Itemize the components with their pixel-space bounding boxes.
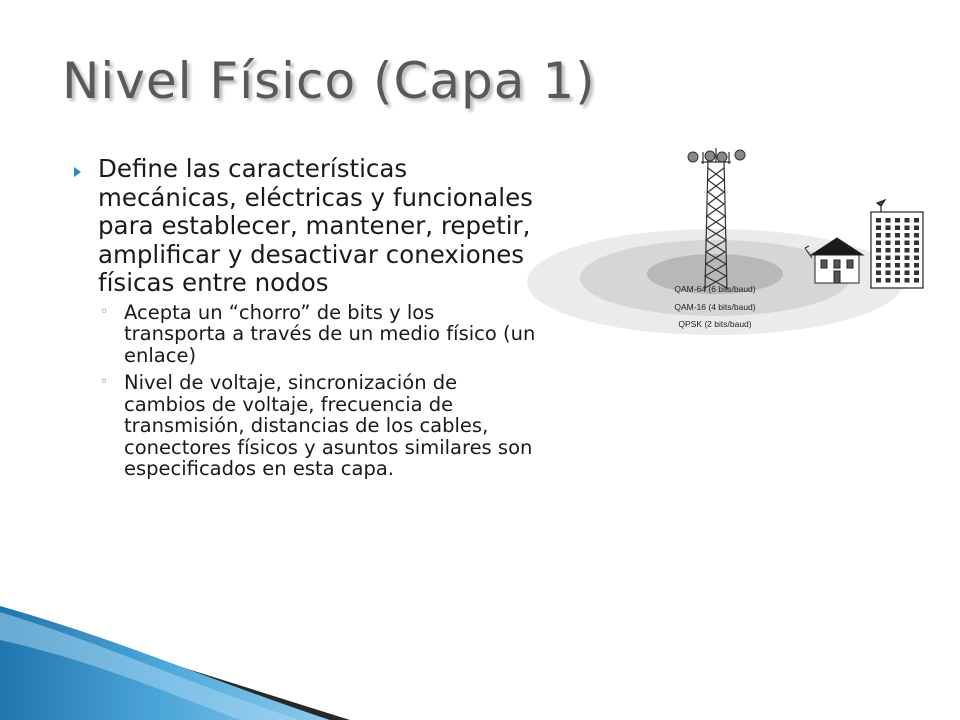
- ring-label-qam16: QAM-16 (4 bits/baud): [674, 302, 756, 312]
- bullet-text: Define las características mecánicas, eléctricas y funcionales para establecer, mantener, repetir, amplificar y desactivar conexiones físicas entre nodos: [98, 154, 533, 297]
- circle-bullet-icon: ◦: [100, 374, 109, 390]
- sub-bullet-text: Nivel de voltaje, sincronización de cambios de voltaje, frecuencia de transmisión, distancias de los cables, conectores físicos y asuntos similares son especificados en esta capa.: [124, 371, 533, 480]
- ring-label-qpsk: QPSK (2 bits/baud): [678, 319, 752, 329]
- sub-bullet-text: Acepta un “chorro” de bits y los transporta a través de un medio físico (un enlace): [124, 300, 536, 367]
- circle-bullet-icon: ◦: [100, 303, 109, 320]
- ring-label-qam64: QAM-64 (6 bits/baud): [674, 284, 756, 294]
- slide-title: Nivel Físico (Capa 1): [62, 52, 596, 110]
